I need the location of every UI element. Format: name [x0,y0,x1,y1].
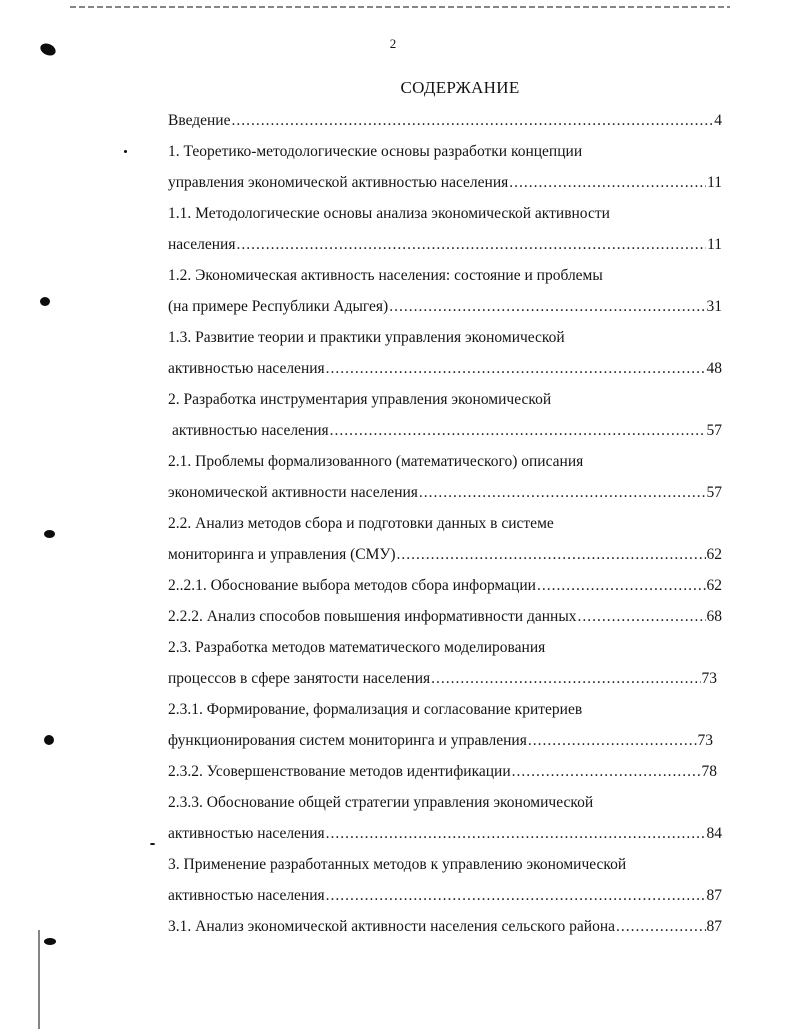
toc-entry-page: 48 [706,360,722,377]
toc-entry-2-1-cont[interactable] [168,481,722,505]
toc-entry-text: 2.3.2. Усовершенствование методов идентификации [168,763,511,780]
page-number: 2 [389,36,397,51]
scan-speck [150,843,155,845]
toc-entry-text: функционирования систем мониторинга и управления [168,732,527,749]
toc-entry-text: Введение [168,112,231,129]
toc-entry-2-3-1-cont[interactable] [168,729,713,753]
scan-speck [124,150,127,153]
toc-entry-text: 2.2. Анализ методов сбора и подготовки данных в системе [168,515,554,532]
toc-entry-text: активностью населения [168,825,325,842]
toc-entry-text: 1. Теоретико-методологические основы разработки концепции [168,143,583,160]
dot-leader [236,233,706,257]
dot-leader [577,605,705,629]
toc-entry-2-3-3[interactable] [168,791,722,815]
toc-entry-text: активностью населения [168,360,325,377]
toc-entry-page: 11 [707,236,722,253]
toc-entry-text: 1.1. Методологические основы анализа экономической активности [168,205,610,222]
toc-entry-page: 78 [701,763,717,780]
dot-leader [326,822,706,846]
toc-entry-1-3-cont[interactable] [168,357,722,381]
toc-entry-text: 2.3.1. Формирование, формализация и согласование критериев [168,701,583,718]
toc-entry-chapter-3[interactable] [168,853,728,877]
dot-leader [419,481,706,505]
toc-entry-page: 31 [706,298,722,315]
dot-leader [231,109,713,133]
dot-leader [431,667,700,691]
dot-leader [397,543,706,567]
toc-entry-chapter-1[interactable] [168,140,722,164]
toc-entry-2-3-3-cont[interactable] [168,822,722,846]
toc-entry-page: 11 [707,174,722,191]
toc-entry-chapter-2-cont[interactable] [172,419,722,443]
toc-entry-2-2-cont[interactable] [168,543,722,567]
toc-entry-text: 2..2.1. Обоснование выбора методов сбора информации [168,577,536,594]
scan-speck [44,938,56,945]
scan-speck [38,41,57,58]
toc-entry-chapter-3-cont[interactable] [168,884,722,908]
toc-entry-page: 73 [701,670,717,687]
dot-leader [528,729,697,753]
toc-entry-2-3-2[interactable] [168,760,717,784]
toc-entry-text: 1.3. Развитие теории и практики управления экономической [168,329,565,346]
dot-leader [330,419,706,443]
toc-entry-chapter-2[interactable] [168,388,722,412]
toc-entry-text: экономической активности населения [168,484,418,501]
scan-speck [44,735,54,745]
dot-leader [389,295,705,319]
toc-entry-page: 62 [706,577,722,594]
toc-entry-2-1[interactable] [168,450,722,474]
toc-entry-2-3[interactable] [168,636,722,660]
toc-entry-text: 3.1. Анализ экономической активности населения сельского района [168,918,616,935]
toc-entry-text: 2.3. Разработка методов математического моделирования [168,639,546,656]
toc-entry-text: 3. Применение разработанных методов к управлению экономической [168,856,627,873]
toc-entry-page: 57 [706,484,722,501]
dot-leader [509,171,706,195]
dot-leader [512,760,701,784]
toc-entry-page: 57 [706,422,722,439]
toc-entry-3-1[interactable] [168,915,722,939]
toc-entry-page: 4 [714,112,722,129]
dot-leader [326,884,706,908]
toc-entry-2-2-1[interactable] [168,574,722,598]
toc-entry-page: 87 [706,918,722,935]
toc-entry-text: активностью населения [168,887,325,904]
toc-entry-text: процессов в сфере занятости населения [168,670,431,687]
toc-entry-text: 2. Разработка инструментария управления экономической [168,391,552,408]
scan-speck [40,297,50,306]
toc-entry-2-3-1[interactable] [168,698,722,722]
dot-leader [326,357,706,381]
toc-entry-chapter-1-cont[interactable] [168,171,722,195]
toc-entry-2-3-cont[interactable] [168,667,717,691]
toc-entry-1-3[interactable] [168,326,722,350]
toc-entry-page: 62 [706,546,722,563]
toc-entry-text: 2.3.3. Обоснование общей стратегии управления экономической [168,794,594,811]
toc-entry-1-2[interactable] [168,264,722,288]
dot-leader [537,574,706,598]
toc-entry-text: мониторинга и управления (СМУ) [168,546,396,563]
toc-entry-2-2-2[interactable] [168,605,722,629]
toc-entry-text: активностью населения [172,422,329,439]
toc-entry-page: 73 [697,732,713,749]
scan-speck [44,530,55,538]
toc-entry-text: населения [168,236,236,253]
toc-entry-page: 87 [706,887,722,904]
toc-entry-text: 1.2. Экономическая активность населения: состояние и проблемы [168,267,603,284]
dot-leader [616,915,705,939]
scan-edge-top [70,6,730,8]
toc-entry-introduction[interactable] [168,109,722,133]
toc-entry-page: 84 [706,825,722,842]
toc-entry-text: 2.1. Проблемы формализованного (математического) описания [168,453,584,470]
toc-entry-text: управления экономической активностью населения [168,174,509,191]
scan-edge-left [38,930,40,1029]
toc-entry-text: 2.2.2. Анализ способов повышения информативности данных [168,608,577,625]
toc-entry-1-1-cont[interactable] [168,233,722,257]
toc-entry-page: 68 [706,608,722,625]
page-title: СОДЕРЖАНИЕ [400,78,520,97]
toc-entry-2-2[interactable] [168,512,722,536]
toc-entry-1-1[interactable] [168,202,722,226]
toc-entry-text: (на примере Республики Адыгея) [168,298,389,315]
toc-entry-1-2-cont[interactable] [168,295,722,319]
